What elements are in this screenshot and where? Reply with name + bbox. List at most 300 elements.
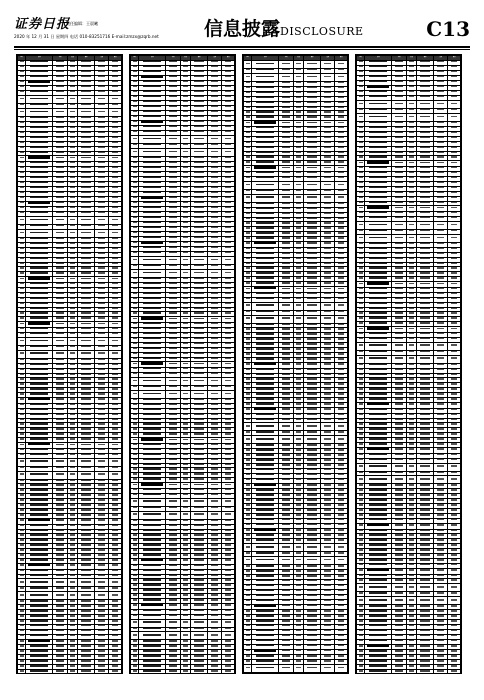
table-cell [244,436,252,444]
table-cell [433,670,448,674]
table-cell [252,302,279,310]
table-cell [139,483,166,488]
table-cell [26,670,53,674]
masthead [14,18,470,46]
table-cell [365,645,392,650]
table-cell [293,73,303,81]
table-cell [166,511,181,519]
table-cell [304,194,321,202]
table-cell [417,234,434,242]
table-cell [244,557,252,565]
table-cell [67,337,77,345]
table-header-cell: 日期 [320,56,335,61]
table-row [357,100,461,108]
table-cell [94,95,109,103]
table-cell [320,665,335,673]
table-cell [26,337,53,345]
table-cell [365,463,392,471]
table-cell [244,302,252,310]
table-cell [335,302,348,310]
table-cell [94,337,109,345]
table-cell [53,108,68,116]
table-cell [109,592,122,600]
table-header-cell: 类型 [180,56,190,61]
table-cell [448,463,461,471]
table-cell [180,148,190,156]
table-cell [139,632,166,640]
table-cell [320,194,335,202]
table-cell [392,234,407,242]
table-row [131,390,235,398]
table-header-cell: 名称 [139,56,166,61]
table-cell [365,569,392,574]
table-cell [365,113,392,121]
table-cell [207,148,222,156]
table-cell [293,557,303,565]
header-rule-thick [14,46,470,48]
table-row [131,632,235,640]
table-cell [252,649,279,654]
table-header-cell: 序号 [244,56,252,61]
table-cell [365,327,392,332]
table-cell [207,619,222,627]
table-cell [365,403,392,408]
table-cell [109,579,122,587]
table-cell [67,350,77,358]
table-cell [244,315,252,323]
table-cell [293,436,303,444]
table-cell [392,342,407,350]
table-cell [26,322,53,327]
table-cell [166,256,181,264]
table-cell [320,544,335,552]
table-cell [131,148,139,156]
disclosure-table-column-3 [242,54,349,674]
editor-credit: 责任编辑：王晨曦 [66,21,98,26]
table-header-cell: 序号 [357,56,365,61]
table-cell [78,350,95,358]
table-cell [293,181,303,189]
table-row [244,544,348,552]
table-row [131,498,235,506]
table-cell [53,579,68,587]
table-cell [365,597,392,605]
table-cell [131,390,139,398]
table-cell [433,234,448,242]
table-cell [252,315,279,323]
table-row [244,557,348,565]
table-cell [222,619,235,627]
table-cell [320,302,335,310]
table-cell [26,156,53,161]
table-header-cell: 日期 [433,56,448,61]
table-cell [320,60,335,68]
table-cell [26,640,53,645]
table-cell [320,315,335,323]
table-cell [207,135,222,143]
table-header-cell: 数值 [417,56,434,61]
table-cell [222,135,235,143]
table-cell [392,597,407,605]
table-cell [180,377,190,385]
table-cell [320,73,335,81]
table-cell [335,315,348,323]
table-cell [417,221,434,229]
table-cell [67,592,77,600]
table-cell [304,60,321,68]
table-cell [139,269,166,277]
table-cell [293,423,303,431]
disclosure-table-column-2 [129,54,236,674]
table-cell [320,557,335,565]
disclosure-table [356,55,461,674]
table-row [131,511,235,519]
table-cell [18,216,26,224]
table-row [357,234,461,242]
table-cell [139,498,166,506]
table-cell [18,592,26,600]
table-cell [417,355,434,363]
table-row [131,269,235,277]
table-cell [335,60,348,68]
table-cell [433,100,448,108]
table-cell [252,436,279,444]
table-cell [320,673,335,674]
table-cell [191,135,208,143]
table-row [18,350,122,358]
table-cell [252,181,279,189]
table-cell [139,511,166,519]
table-cell [279,673,294,674]
table-cell [53,592,68,600]
table-cell [335,557,348,565]
table-cell [139,377,166,385]
table-cell [252,60,279,68]
table-cell [207,269,222,277]
table-header-cell: 代码 [166,56,181,61]
table-cell [252,673,279,674]
table-cell [26,458,53,466]
table-cell [417,100,434,108]
table-cell [78,592,95,600]
table-cell [252,557,279,565]
table-cell [18,337,26,345]
table-cell [252,423,279,431]
table-cell [304,302,321,310]
table-cell [94,670,109,674]
table-cell [94,471,109,479]
table-cell [131,135,139,143]
table-cell [94,592,109,600]
table-cell [222,498,235,506]
table-cell [18,579,26,587]
table-row [244,181,348,189]
table-cell [357,342,365,350]
table-cell [433,476,448,484]
table-cell [222,256,235,264]
table-cell [26,80,53,85]
table-cell [139,148,166,156]
header-rule-thin [14,49,470,50]
table-cell [252,529,279,534]
table-row [18,458,122,466]
table-cell [78,579,95,587]
table-cell [279,315,294,323]
table-cell [417,463,434,471]
table-cell [53,471,68,479]
issue-meta-line: 2020 年 12 月 31 日 星期四 电话 010-83251716 E-mail:zmzx@zqrb.net [14,34,159,39]
table-row [357,113,461,121]
table-cell [252,408,279,413]
table-cell [166,390,181,398]
table-cell [320,436,335,444]
disclosure-table [243,55,348,674]
newspaper-logo: 证券日报 [14,17,71,32]
table-cell [109,471,122,479]
table-header-cell: 类型 [406,56,416,61]
table-cell [279,302,294,310]
table-cell [357,476,365,484]
table-cell [357,355,365,363]
table-cell [279,665,294,673]
table-cell [166,269,181,277]
table-cell [139,619,166,627]
table-cell [293,673,303,674]
table-cell [53,95,68,103]
table-cell [335,73,348,81]
table-cell [417,342,434,350]
table-cell [304,73,321,81]
table-row [18,592,122,600]
table-cell [406,476,416,484]
table-cell [94,579,109,587]
table-cell [304,557,321,565]
table-row [131,256,235,264]
table-cell [180,632,190,640]
table-cell [139,135,166,143]
table-cell [180,269,190,277]
table-cell [139,670,166,674]
table-cell [131,632,139,640]
table-row [18,229,122,237]
table-cell [222,269,235,277]
table-cell [244,194,252,202]
table-cell [406,355,416,363]
table-cell [357,584,365,592]
table-cell [365,524,392,529]
table-cell [18,471,26,479]
table-cell [67,108,77,116]
table-cell [222,670,235,674]
table-cell [180,670,190,674]
table-cell [293,544,303,552]
table-cell [131,498,139,506]
table-cell [448,234,461,242]
table-row [244,436,348,444]
table-cell [222,511,235,519]
table-cell [448,113,461,121]
table-cell [139,256,166,264]
table-cell [131,256,139,264]
table-cell [357,597,365,605]
table-row [244,73,348,81]
table-cell [406,221,416,229]
table-cell [448,476,461,484]
table-row [357,670,461,674]
table-cell [139,196,166,201]
table-row [18,579,122,587]
table-cell [252,194,279,202]
table-cell [67,458,77,466]
table-cell [109,229,122,237]
table-cell [67,216,77,224]
table-cell [244,73,252,81]
table-cell [94,108,109,116]
table-cell [109,95,122,103]
table-header-cell: 备注 [109,56,122,61]
table-row [244,315,348,323]
table-cell [293,302,303,310]
table-cell [357,221,365,229]
table-header-cell: 代码 [279,56,294,61]
table-cell [67,471,77,479]
table-cell [252,665,279,673]
table-cell [191,632,208,640]
table-cell [357,100,365,108]
table-row [244,194,348,202]
table-row [18,95,122,103]
table-cell [67,579,77,587]
table-header-cell: 日期 [207,56,222,61]
table-header-cell: 备注 [448,56,461,61]
table-cell [26,579,53,587]
table-cell [433,342,448,350]
table-cell [131,511,139,519]
table-cell [53,458,68,466]
table-cell [244,60,252,68]
table-cell [191,511,208,519]
table-header-cell: 备注 [222,56,235,61]
table-cell [78,471,95,479]
table-cell [191,390,208,398]
table-cell [166,619,181,627]
table-cell [365,206,392,211]
table-header-cell: 备注 [335,56,348,61]
table-cell [365,670,392,674]
table-cell [365,476,392,484]
table-row [18,471,122,479]
table-cell [222,377,235,385]
table-cell [207,511,222,519]
table-cell [252,363,279,368]
table-cell [191,377,208,385]
table-header-cell: 名称 [26,56,53,61]
table-header-cell: 名称 [252,56,279,61]
table-cell [139,75,166,80]
table-cell [166,670,181,674]
table-cell [392,221,407,229]
disclosure-table-column-1 [16,54,123,674]
table-cell [131,619,139,627]
table-cell [335,673,348,674]
table-cell [26,216,53,224]
table-cell [279,423,294,431]
table-row [131,619,235,627]
table-cell [357,113,365,121]
table-cell [26,471,53,479]
table-row [357,476,461,484]
table-cell [448,221,461,229]
table-cell [335,181,348,189]
table-cell [180,135,190,143]
table-cell [293,315,303,323]
table-cell [392,463,407,471]
table-cell [94,350,109,358]
table-cell [357,463,365,471]
table-cell [244,665,252,673]
table-cell [365,584,392,592]
table-cell [139,241,166,246]
table-row [131,135,235,143]
table-row [18,108,122,116]
table-header-cell: 数值 [191,56,208,61]
table-cell [448,355,461,363]
table-row [131,148,235,156]
table-cell [304,544,321,552]
table-cell [26,95,53,103]
table-cell [335,665,348,673]
table-cell [335,194,348,202]
table-cell [26,277,53,282]
table-cell [406,113,416,121]
table-cell [279,181,294,189]
table-cell [191,148,208,156]
table-cell [18,350,26,358]
table-cell [335,544,348,552]
table-cell [26,201,53,206]
table-row [357,355,461,363]
table-cell [406,100,416,108]
table-cell [304,315,321,323]
table-cell [139,317,166,322]
table-cell [78,108,95,116]
table-cell [433,597,448,605]
table-cell [139,438,166,443]
table-cell [131,377,139,385]
table-cell [26,229,53,237]
table-cell [279,436,294,444]
table-cell [139,559,166,564]
table-header-cell: 数值 [304,56,321,61]
table-cell [78,458,95,466]
table-cell [191,269,208,277]
table-cell [448,584,461,592]
table-cell [252,121,279,126]
table-cell [417,597,434,605]
table-cell [335,436,348,444]
table-cell [53,216,68,224]
table-cell [26,443,53,448]
section-title [204,18,364,43]
table-cell [67,670,77,674]
table-cell [131,269,139,277]
table-cell [78,95,95,103]
table-cell [26,108,53,116]
table-cell [433,584,448,592]
table-cell [365,448,392,453]
table-cell [109,458,122,466]
section-title-chinese: 信息披露 [204,18,281,40]
